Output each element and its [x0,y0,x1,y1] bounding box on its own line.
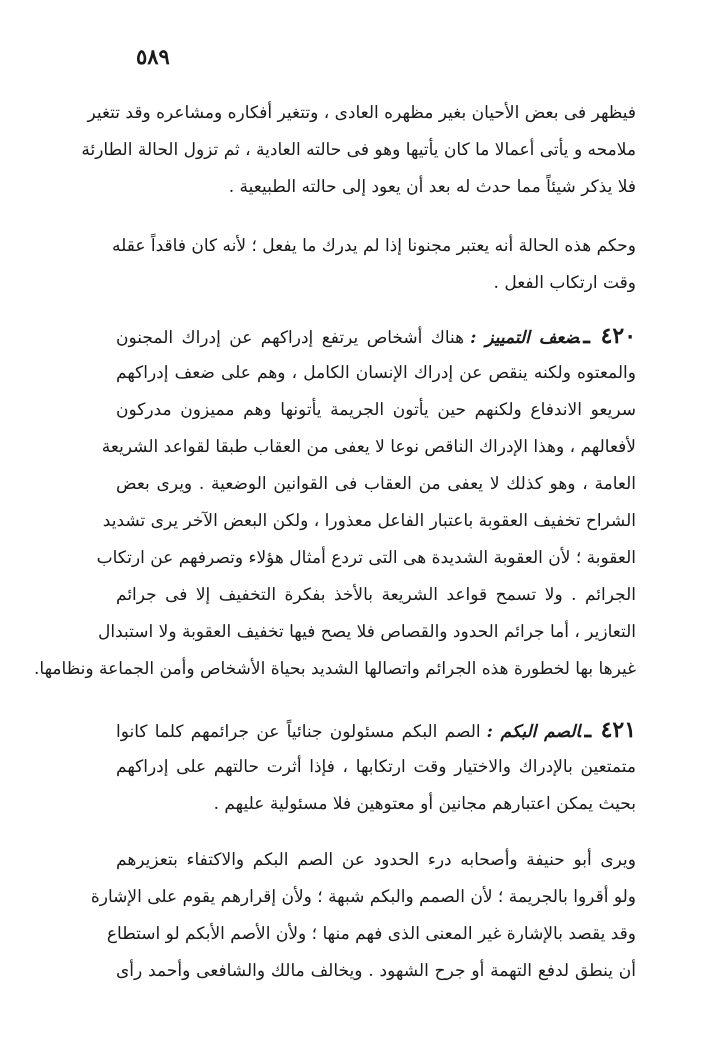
text-line: فلا يذكر شيئاً مما حدث له بعد أن يعود إلى حالته الطبيعية . [228,177,636,197]
text-line: الجرائم . ولا تسمح قواعد الشريعة بالأخذ بفكرة التخفيف إلا فى جرائم [116,585,636,605]
section-number: ٤٢٠ ـ [583,323,637,349]
text-line: وحكم هذه الحالة أنه يعتبر مجنونا إذا لم يدرك ما يفعل ؛ لأنه كان فاقداً عقله [111,236,636,256]
text-line: ولو أقروا بالجريمة ؛ لأن الصمم والبكم شبهة ؛ ولأن إقرارهم يقوم على الإشارة [90,887,636,907]
text-line: الشراح تخفيف العقوبة باعتبار الفاعل معذورا ، ولكن البعض الآخر يرى تشديد [102,511,636,531]
section-number: ٤٢١ ـ [584,717,637,743]
section-421 [116,712,636,823]
section-heading-line [116,712,636,749]
section-heading-line [116,318,636,355]
section-title: ضعف التمييز : [470,328,580,348]
section-title: الصم البكم : [486,722,581,742]
section-420 [34,318,637,688]
paragraph-1 [81,95,636,206]
paragraph-2 [111,228,636,302]
text-line: سريعو الاندفاع ولكنهم حين يأتون الجريمة يأتونها وهم مميزون مدركون [116,400,636,420]
text-line: التعازير ، أما جرائم الحدود والقصاص فلا يصح فيها تخفيف العقوبة ولا استبدال [98,622,636,642]
text-line: العقوبة ؛ لأن العقوبة الشديدة هى التى تردع أمثال هؤلاء وتصرفهم عن ارتكاب [96,548,636,568]
text-line: والمعتوه ولكنه ينقص عن إدراك الإنسان الكامل ، وهم على ضعف إدراكهم [116,363,636,383]
text-line: متمتعين بالإدراك والاختيار وقت ارتكابها ، فإذا أثرت حالتهم على إدراكهم [116,757,636,777]
text-line: ملامحه و يأتى أعمالا ما كان يأتيها وهو فى حالته العادية ، ثم تزول الحالة الطارئة [81,140,636,160]
text-line: غيرها بها لخطورة هذه الجرائم واتصالها الشديد بحياة الأشخاص وأمن الجماعة ونظامها. [34,659,636,679]
text-line: لأفعالهم ، وهذا الإدراك الناقص نوعا لا يعفى من العقاب طبقا لقواعد الشريعة [101,437,636,457]
text-fragment: الصم البكم مسئولون جنائياً عن جرائمهم كلما كانوا [116,722,481,742]
text-line: بحيث يمكن اعتبارهم مجانين أو معتوهين فلا مسئولية عليهم . [213,794,636,814]
text-line: فيظهر فى بعض الأحيان بغير مظهره العادى ، وتتغير أفكاره ومشاعره وقد تتغير [87,103,636,123]
text-fragment: هناك أشخاص يرتفع إدراكهم عن إدراك المجنون [116,328,465,348]
page-number: ٥٨٩ [136,44,170,69]
text-line: العامة ، وهو كذلك لا يعفى من العقاب فى القوانين الوضعية . ويرى بعض [116,474,636,494]
text-line: وقد يقصد بالإشارة غير المعنى الذى فهم منها ؛ ولأن الأصم الأبكم لو استطاع [106,924,636,944]
text-line: وقت ارتكاب الفعل . [493,273,636,293]
text-line: ويرى أبو حنيفة وأصحابه درء الحدود عن الصم البكم والاكتفاء بتعزيرهم [116,850,636,870]
paragraph-5 [90,842,636,990]
text-line: أن ينطق لدفع التهمة أو جرح الشهود . ويخالف مالك والشافعى وأحمد رأى [116,961,636,981]
